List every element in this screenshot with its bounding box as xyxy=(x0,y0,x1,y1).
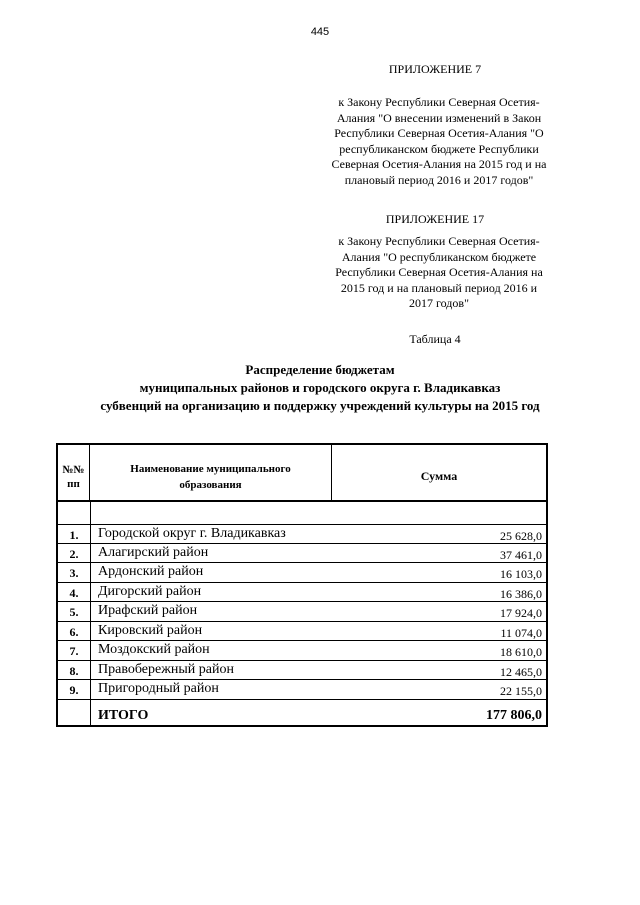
header-name-line: Наименование муниципального xyxy=(130,463,291,475)
page-number: 445 xyxy=(310,26,330,38)
annex-7-line: Алания "О внесении изменений в Закон xyxy=(336,110,542,125)
total-amount: 177 806,0 xyxy=(486,708,542,723)
row-amount: 22 155,0 xyxy=(500,684,542,698)
row-name: Кировский район xyxy=(98,622,203,638)
annex-7-line: республиканском бюджете Республики xyxy=(339,141,539,156)
table-label: Таблица 4 xyxy=(409,332,461,346)
row-amount: 17 924,0 xyxy=(500,606,542,620)
annex-17-line: Алания "О республиканском бюджете xyxy=(341,249,537,264)
annex-7-text xyxy=(318,95,560,188)
row-number: 8. xyxy=(69,663,79,678)
annex-17-line: 2017 годов" xyxy=(409,296,469,310)
annex-17-line: Республики Северная Осетия-Алания на xyxy=(335,265,543,279)
table-row xyxy=(58,661,546,681)
row-number: 7. xyxy=(69,644,79,658)
annex-7-line: к Закону Республики Северная Осетия- xyxy=(338,95,540,109)
row-name: Правобережный район xyxy=(98,661,234,677)
row-number: 1. xyxy=(69,528,79,542)
row-name: Городской округ г. Владикавказ xyxy=(98,526,286,541)
annex-7-line: Республики Северная Осетия-Алания "О xyxy=(334,126,544,140)
header-number-line: №№ xyxy=(62,464,85,476)
header-number xyxy=(58,445,90,502)
annex-17-title: ПРИЛОЖЕНИЕ 17 xyxy=(385,212,485,226)
table-row xyxy=(58,524,546,544)
row-number: 9. xyxy=(69,683,79,697)
row-amount: 11 074,0 xyxy=(500,625,542,640)
header-name xyxy=(90,445,332,502)
budget-table xyxy=(56,443,548,727)
total-row xyxy=(58,704,546,725)
header-amount: Сумма xyxy=(332,445,546,502)
annex-7-title: ПРИЛОЖЕНИЕ 7 xyxy=(388,62,482,76)
row-number: 5. xyxy=(69,605,79,619)
table-row xyxy=(58,544,546,564)
row-name: Дигорский район xyxy=(98,583,202,599)
annex-17-line: к Закону Республики Северная Осетия- xyxy=(338,234,540,248)
table-row xyxy=(58,602,546,622)
document-title-line: субвенций на организацию и поддержку учреждений культуры на 2015 год xyxy=(100,398,540,413)
row-amount: 37 461,0 xyxy=(500,547,542,562)
annex-17-line: 2015 год и на плановый период 2016 и xyxy=(340,280,538,295)
table-row xyxy=(58,563,546,583)
row-name: Ардонский район xyxy=(98,564,204,579)
table-row xyxy=(58,680,546,700)
document-title-line: муниципальных районов и городского округа г. Владикавказ xyxy=(139,380,501,395)
annex-17-text xyxy=(318,234,560,312)
table-row xyxy=(58,641,546,661)
row-amount: 16 103,0 xyxy=(500,567,542,581)
row-name: Ирафский район xyxy=(98,603,198,618)
row-name: Моздокский район xyxy=(98,642,210,657)
header-number-line: пп xyxy=(67,478,80,490)
annex-7-line: Северная Осетия-Алания на 2015 год и на xyxy=(331,157,547,171)
row-number: 4. xyxy=(69,585,79,600)
table-row xyxy=(58,583,546,603)
row-number: 3. xyxy=(69,566,79,580)
row-number: 6. xyxy=(69,624,79,639)
row-name: Алагирский район xyxy=(98,544,209,560)
document-title-line: Распределение бюджетам xyxy=(245,362,395,377)
row-name: Пригородный район xyxy=(98,681,219,696)
row-amount: 18 610,0 xyxy=(500,645,542,659)
annex-7-line: плановый период 2016 и 2017 годов" xyxy=(344,172,534,187)
row-amount: 25 628,0 xyxy=(500,529,542,543)
row-amount: 16 386,0 xyxy=(500,586,542,601)
table-row xyxy=(58,622,546,642)
total-label: ИТОГО xyxy=(98,708,149,723)
header-name-line: образования xyxy=(179,479,242,491)
row-number: 2. xyxy=(69,546,79,561)
row-amount: 12 465,0 xyxy=(500,664,542,679)
